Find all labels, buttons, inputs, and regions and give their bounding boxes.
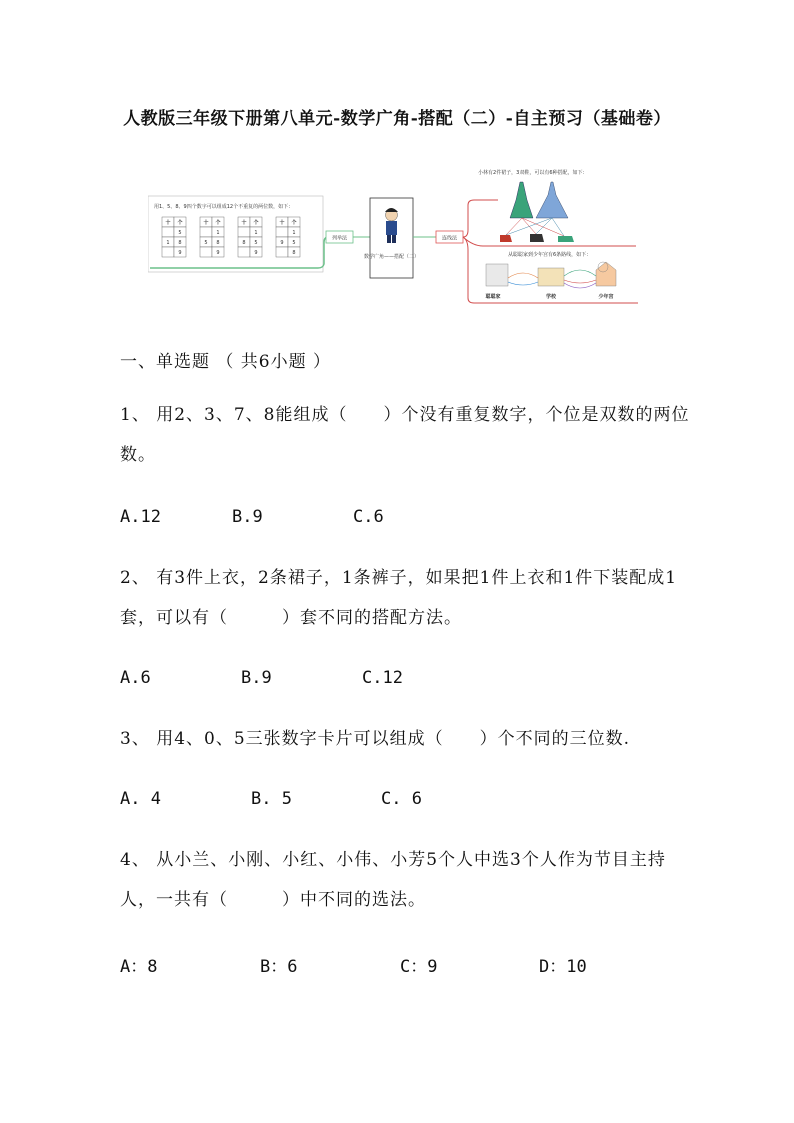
question-4: 4、 从小兰、小刚、小红、小伟、小芳5个人中选3个人作为节目主持人，一共有（ ）中不同的选法。 — [120, 850, 666, 910]
dress-icon — [536, 182, 568, 218]
number-table — [238, 217, 262, 257]
table-cell-text: 1 — [216, 230, 220, 236]
shoe-icon — [500, 235, 512, 242]
table-cell-text: 个 — [291, 220, 297, 226]
option: C：9 — [400, 957, 438, 977]
table-cell-text: 个 — [177, 220, 183, 226]
table-cell-text: 8 — [216, 240, 220, 246]
table-cell-text: 5 — [178, 230, 182, 236]
home-building-icon — [486, 264, 508, 286]
table-cell-text: 8 — [292, 250, 296, 256]
school-building-icon — [538, 268, 564, 286]
document-title: 人教版三年级下册第八单元-数学广角-搭配（二）-自主预习（基础卷） — [123, 109, 671, 129]
question-2: 2、 有3件上衣，2条裙子，1条裤子，如果把1件上衣和1件下装配成1套，可以有（ ）套不同的搭配方法。 — [120, 568, 678, 628]
mindmap-left-caption: 用1、5、8、9四个数字可以组成12个不重复的两位数，如下： — [154, 204, 294, 210]
table-cell-text: 5 — [292, 240, 296, 246]
table-cell-text: 8 — [242, 240, 246, 246]
table-cell-text: 十 — [203, 220, 209, 226]
mindmap-bottom-right-caption: 从聪聪家到少年宫有6条路线，如下： — [508, 252, 592, 258]
table-cell-text: 个 — [253, 220, 259, 226]
number-table — [162, 217, 186, 257]
table-cell-text: 1 — [254, 230, 258, 236]
table-cell-text: 9 — [178, 250, 182, 256]
table-cell-text: 9 — [280, 240, 284, 246]
table-cell — [238, 247, 250, 257]
option: B：6 — [260, 957, 298, 977]
number-table — [276, 217, 300, 257]
question-3: 3、 用4、0、5三张数字卡片可以组成（ ）个不同的三位数. — [120, 729, 631, 749]
option: B.9 — [232, 507, 263, 527]
option: A.6 — [120, 668, 151, 688]
table-cell-text: 1 — [292, 230, 296, 236]
question-1: 1、 用2、3、7、8能组成（ ）个没有重复数字，个位是双数的两位数。 — [120, 405, 690, 465]
table-cell-text: 十 — [279, 220, 285, 226]
table-cell — [162, 227, 174, 237]
table-cell — [200, 247, 212, 257]
mindmap-node-linking: 连线法 — [441, 235, 458, 242]
table-cell — [238, 227, 250, 237]
table-cell — [276, 247, 288, 257]
table-cell — [200, 227, 212, 237]
option: B. 5 — [251, 789, 292, 809]
table-cell-text: 1 — [166, 240, 170, 246]
shoe-icon — [558, 236, 574, 242]
number-table — [200, 217, 224, 257]
table-cell-text: 9 — [216, 250, 220, 256]
table-cell — [276, 227, 288, 237]
option: A.12 — [120, 507, 161, 527]
option: A：8 — [120, 957, 158, 977]
table-cell-text: 十 — [241, 220, 247, 226]
option: C. 6 — [381, 789, 422, 809]
youth-palace-icon — [596, 262, 616, 286]
mindmap-center-label: 数学广角——搭配（二） — [363, 254, 420, 260]
table-cell-text: 9 — [254, 250, 258, 256]
dress-icon — [510, 182, 533, 218]
place-youth-palace: 少年宫 — [598, 294, 614, 300]
option: B.9 — [241, 668, 272, 688]
table-cell-text: 十 — [165, 220, 171, 226]
option: D：10 — [539, 957, 587, 977]
place-school: 学校 — [545, 294, 557, 300]
table-cell-text: 5 — [254, 240, 258, 246]
place-home: 聪聪家 — [485, 294, 501, 300]
table-cell — [162, 247, 174, 257]
table-cell-text: 5 — [204, 240, 208, 246]
option: C.12 — [362, 668, 403, 688]
mindmap-top-right-caption: 小林有2件裙子，3双鞋，可以有6种搭配，如下： — [478, 170, 588, 176]
option: C.6 — [353, 507, 384, 527]
section-heading: 一、单选题 （ 共6小题 ） — [120, 352, 332, 372]
table-cell-text: 个 — [215, 220, 221, 226]
option: A. 4 — [120, 789, 161, 809]
mindmap-illustration — [148, 160, 648, 310]
shoe-icon — [530, 234, 544, 242]
mindmap-node-listing: 列举法 — [331, 235, 348, 242]
table-cell-text: 8 — [178, 240, 182, 246]
